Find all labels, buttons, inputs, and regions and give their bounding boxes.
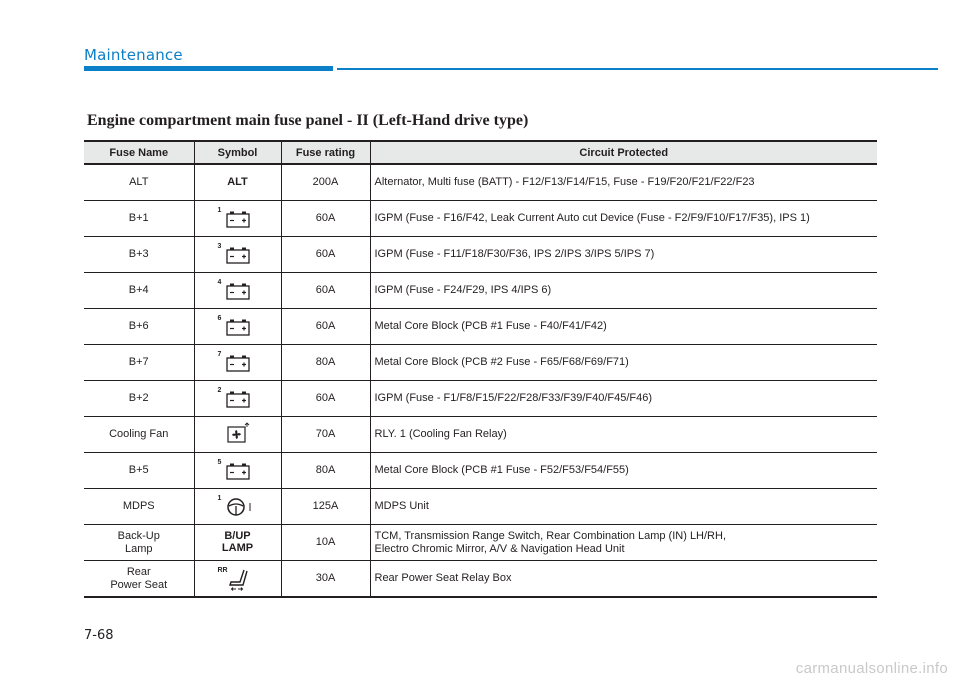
column-header-circuit: Circuit Protected	[370, 141, 877, 164]
battery-icon	[226, 354, 250, 372]
table-row	[84, 237, 877, 273]
column-header-symbol: Symbol	[194, 141, 281, 164]
table-row	[84, 525, 877, 561]
header-rule-thin	[337, 68, 938, 70]
table-row	[84, 273, 877, 309]
fuse-name-line: Back-Up	[117, 529, 160, 542]
table-row	[84, 417, 877, 453]
symbol-superscript: 4	[217, 278, 222, 286]
circuit-protected: IGPM (Fuse - F24/F29, IPS 4/IPS 6)	[370, 273, 877, 309]
section-title: Maintenance	[84, 46, 183, 64]
fuse-name	[84, 525, 194, 561]
circuit-protected	[370, 525, 877, 561]
circuit-protected: IGPM (Fuse - F1/F8/F15/F22/F28/F33/F39/F40/F45/F46)	[370, 381, 877, 417]
symbol-superscript: 1	[217, 206, 222, 214]
fuse-name: B+6	[84, 309, 194, 345]
battery-icon	[226, 462, 250, 480]
fuse-rating: 80A	[281, 345, 370, 381]
fuse-name: B+4	[84, 273, 194, 309]
circuit-protected: Metal Core Block (PCB #2 Fuse - F65/F68/F69/F71)	[370, 345, 877, 381]
fuse-name-line: Power Seat	[110, 578, 168, 591]
fuse-symbol	[194, 561, 281, 598]
fuse-symbol	[194, 164, 281, 201]
fuse-symbol	[194, 381, 281, 417]
fuse-symbol	[194, 273, 281, 309]
symbol-superscript: 3	[217, 242, 222, 250]
table-row	[84, 489, 877, 525]
symbol-superscript: 1	[217, 494, 222, 502]
circuit-protected: Metal Core Block (PCB #1 Fuse - F40/F41/F42)	[370, 309, 877, 345]
header-rule-thick	[84, 66, 333, 71]
fuse-rating: 60A	[281, 273, 370, 309]
fuse-symbol	[194, 345, 281, 381]
fuse-symbol	[194, 453, 281, 489]
column-header-fuse-rating: Fuse rating	[281, 141, 370, 164]
fuse-rating: 60A	[281, 381, 370, 417]
battery-icon	[226, 246, 250, 264]
backup-lamp-text-symbol	[222, 530, 253, 554]
circuit-protected: IGPM (Fuse - F11/F18/F30/F36, IPS 2/IPS 3/IPS 5/IPS 7)	[370, 237, 877, 273]
fuse-name: B+1	[84, 201, 194, 237]
circuit-protected: Alternator, Multi fuse (BATT) - F12/F13/F14/F15, Fuse - F19/F20/F21/F22/F23	[370, 164, 877, 201]
symbol-text-line: LAMP	[221, 542, 254, 554]
symbol-superscript: 6	[217, 314, 222, 322]
fuse-rating: 60A	[281, 237, 370, 273]
battery-icon	[226, 210, 250, 228]
symbol-superscript: 2	[217, 386, 222, 394]
fuse-name: B+2	[84, 381, 194, 417]
circuit-protected: Rear Power Seat Relay Box	[370, 561, 877, 598]
watermark: carmanualsonline.info	[795, 660, 948, 677]
fuse-name-line: Lamp	[124, 542, 153, 555]
steering-icon	[224, 497, 254, 517]
table-row	[84, 201, 877, 237]
fuse-name: Cooling Fan	[84, 417, 194, 453]
fuse-name: MDPS	[84, 489, 194, 525]
circuit-protected: RLY. 1 (Cooling Fan Relay)	[370, 417, 877, 453]
fuse-symbol	[194, 237, 281, 273]
circuit-protected: MDPS Unit	[370, 489, 877, 525]
page-heading: Engine compartment main fuse panel - II (Left-Hand drive type)	[87, 112, 529, 129]
fuse-symbol	[194, 489, 281, 525]
symbol-superscript: 7	[217, 350, 222, 358]
fuse-table	[84, 140, 877, 598]
symbol-superscript: RR	[217, 566, 228, 574]
symbol-text-line: B/UP	[224, 530, 251, 542]
table-row	[84, 164, 877, 201]
fuse-symbol	[194, 525, 281, 561]
fuse-name: ALT	[84, 164, 194, 201]
fuse-symbol	[194, 417, 281, 453]
circuit-line: TCM, Transmission Range Switch, Rear Combination Lamp (IN) LH/RH,	[374, 529, 727, 542]
fuse-rating: 60A	[281, 309, 370, 345]
table-row	[84, 309, 877, 345]
battery-icon	[226, 282, 250, 300]
fuse-name-line: Rear	[126, 565, 151, 578]
table-row	[84, 381, 877, 417]
fuse-rating: 60A	[281, 201, 370, 237]
table-row	[84, 453, 877, 489]
table-row	[84, 345, 877, 381]
fuse-rating: 200A	[281, 164, 370, 201]
rear-power-seat-icon	[226, 568, 252, 592]
cooling-fan-icon	[225, 422, 251, 444]
circuit-line: Electro Chromic Mirror, A/V & Navigation Head Unit	[374, 542, 625, 555]
alt-text-symbol: ALT	[227, 176, 248, 188]
fuse-symbol	[194, 201, 281, 237]
fuse-rating: 10A	[281, 525, 370, 561]
table-header-row	[84, 141, 877, 164]
column-header-fuse-name: Fuse Name	[84, 141, 194, 164]
fuse-name	[84, 561, 194, 598]
table-row	[84, 561, 877, 598]
circuit-protected: IGPM (Fuse - F16/F42, Leak Current Auto cut Device (Fuse - F2/F9/F10/F17/F35), IPS 1)	[370, 201, 877, 237]
circuit-protected: Metal Core Block (PCB #1 Fuse - F52/F53/F54/F55)	[370, 453, 877, 489]
fuse-rating: 125A	[281, 489, 370, 525]
fuse-rating: 70A	[281, 417, 370, 453]
fuse-name: B+3	[84, 237, 194, 273]
fuse-name: B+7	[84, 345, 194, 381]
battery-icon	[226, 318, 250, 336]
battery-icon	[226, 390, 250, 408]
fuse-rating: 30A	[281, 561, 370, 598]
fuse-name: B+5	[84, 453, 194, 489]
fuse-rating: 80A	[281, 453, 370, 489]
symbol-superscript: 5	[217, 458, 222, 466]
fuse-symbol	[194, 309, 281, 345]
page-number: 7-68	[84, 628, 114, 643]
